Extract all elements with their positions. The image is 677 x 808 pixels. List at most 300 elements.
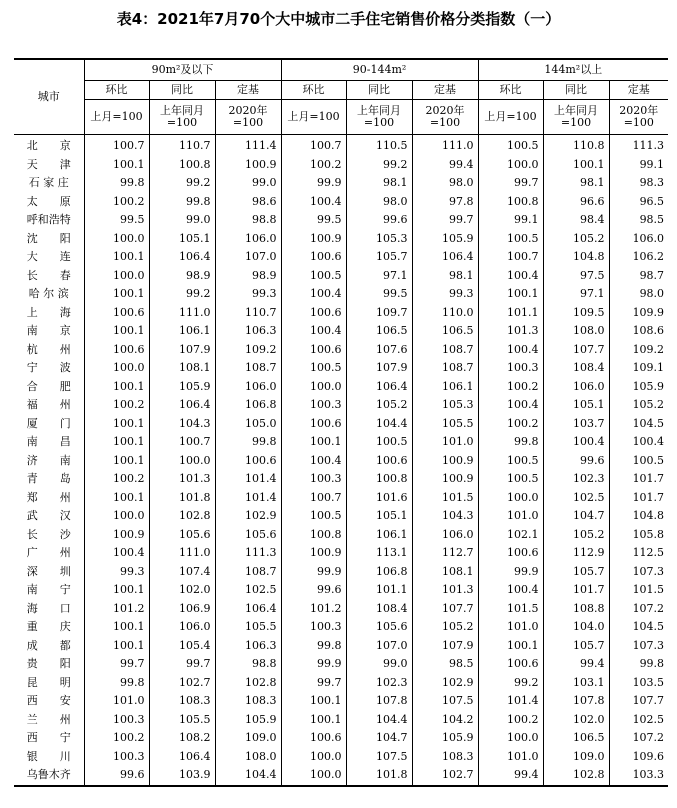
index-value-cell: 102.9 bbox=[412, 674, 478, 693]
index-value-cell: 100.0 bbox=[478, 729, 543, 748]
index-value-cell: 99.6 bbox=[543, 452, 609, 471]
base-header-last-month: 上月=100 bbox=[478, 100, 543, 135]
sub-header-fixed-base: 定基 bbox=[609, 81, 668, 100]
group-header-small: 90m²及以下 bbox=[84, 59, 281, 81]
index-value-cell: 110.0 bbox=[412, 304, 478, 323]
index-value-cell: 107.7 bbox=[543, 341, 609, 360]
index-value-cell: 101.0 bbox=[478, 618, 543, 637]
index-value-cell: 111.0 bbox=[149, 304, 215, 323]
table-row bbox=[14, 526, 668, 545]
city-name-cell: 贵 阳 bbox=[14, 655, 84, 674]
index-value-cell: 109.5 bbox=[543, 304, 609, 323]
city-name-cell: 厦 门 bbox=[14, 415, 84, 434]
table-row bbox=[14, 396, 668, 415]
index-value-cell: 107.8 bbox=[543, 692, 609, 711]
index-value-cell: 100.0 bbox=[478, 156, 543, 175]
index-value-cell: 102.7 bbox=[149, 674, 215, 693]
table-row bbox=[14, 322, 668, 341]
index-value-cell: 100.0 bbox=[84, 230, 149, 249]
index-value-cell: 99.4 bbox=[412, 156, 478, 175]
table-row bbox=[14, 248, 668, 267]
index-value-cell: 102.5 bbox=[215, 581, 281, 600]
table-title: 表4：2021年7月70个大中城市二手住宅销售价格分类指数（一） bbox=[116, 10, 561, 28]
city-name-cell: 郑 州 bbox=[14, 489, 84, 508]
index-value-cell: 101.3 bbox=[149, 470, 215, 489]
index-value-cell: 107.9 bbox=[149, 341, 215, 360]
index-value-cell: 103.5 bbox=[632, 675, 665, 689]
index-value-cell: 100.5 bbox=[632, 453, 665, 467]
index-value-cell: 101.6 bbox=[346, 489, 412, 508]
index-value-cell: 108.0 bbox=[543, 322, 609, 341]
index-value-cell: 100.6 bbox=[346, 452, 412, 471]
index-value-cell: 109.1 bbox=[632, 361, 665, 374]
index-value-cell: 102.9 bbox=[215, 507, 281, 526]
city-name-cell: 石 家 庄 bbox=[14, 174, 84, 193]
index-value-cell: 104.4 bbox=[215, 766, 281, 786]
index-value-cell: 98.0 bbox=[639, 287, 665, 300]
index-value-cell: 106.0 bbox=[215, 230, 281, 249]
index-value-cell: 100.5 bbox=[281, 267, 346, 286]
table-row bbox=[14, 452, 668, 471]
index-value-cell: 100.0 bbox=[281, 378, 346, 397]
index-value-cell: 101.0 bbox=[478, 748, 543, 767]
sub-header-mom: 环比 bbox=[478, 81, 543, 100]
index-value-cell: 103.3 bbox=[609, 766, 668, 786]
index-value-cell: 100.4 bbox=[543, 433, 609, 452]
index-value-cell: 108.7 bbox=[412, 341, 478, 360]
index-value-cell: 100.1 bbox=[84, 489, 149, 508]
index-value-cell: 102.1 bbox=[478, 526, 543, 545]
index-value-cell: 105.6 bbox=[149, 526, 215, 545]
index-value-cell: 109.7 bbox=[346, 304, 412, 323]
index-value-cell: 100.6 bbox=[478, 544, 543, 563]
table-row bbox=[14, 637, 668, 656]
index-value-cell: 108.0 bbox=[215, 748, 281, 767]
index-value-cell: 105.9 bbox=[632, 379, 665, 393]
index-value-cell: 100.4 bbox=[478, 267, 543, 286]
index-value-cell: 99.2 bbox=[478, 674, 543, 693]
index-value-cell: 112.9 bbox=[543, 544, 609, 563]
index-value-cell: 104.2 bbox=[412, 711, 478, 730]
table-row bbox=[14, 692, 668, 711]
index-value-cell: 100.2 bbox=[281, 156, 346, 175]
index-value-cell: 100.5 bbox=[478, 452, 543, 471]
index-value-cell: 98.1 bbox=[543, 174, 609, 193]
index-value-cell: 107.9 bbox=[346, 359, 412, 378]
index-value-cell: 102.0 bbox=[149, 581, 215, 600]
index-value-cell: 100.2 bbox=[84, 193, 149, 212]
index-value-cell: 99.5 bbox=[84, 211, 149, 230]
price-index-table bbox=[14, 58, 668, 787]
index-value-cell: 98.8 bbox=[215, 655, 281, 674]
index-value-cell: 100.1 bbox=[281, 433, 346, 452]
index-value-cell: 97.1 bbox=[346, 267, 412, 286]
index-value-cell: 100.9 bbox=[84, 526, 149, 545]
index-value-cell: 100.5 bbox=[478, 135, 543, 156]
index-value-cell: 103.7 bbox=[543, 415, 609, 434]
index-value-cell: 100.1 bbox=[84, 618, 149, 637]
index-value-cell: 106.1 bbox=[412, 378, 478, 397]
index-value-cell: 108.1 bbox=[149, 359, 215, 378]
table-header bbox=[14, 59, 668, 135]
city-name-cell: 杭 州 bbox=[14, 341, 84, 360]
group-header-large: 144m²以上 bbox=[478, 59, 668, 81]
index-value-cell: 108.4 bbox=[346, 600, 412, 619]
index-value-cell: 109.6 bbox=[632, 749, 665, 763]
index-value-cell: 106.3 bbox=[215, 322, 281, 341]
index-value-cell: 98.9 bbox=[215, 267, 281, 286]
base-header-2020: 2020年=100 bbox=[215, 100, 281, 135]
sub-header-fixed-base: 定基 bbox=[215, 81, 281, 100]
city-name-cell: 银 川 bbox=[14, 748, 84, 767]
index-value-cell: 105.9 bbox=[412, 729, 478, 748]
index-value-cell: 99.3 bbox=[215, 285, 281, 304]
index-value-cell: 99.0 bbox=[346, 655, 412, 674]
index-value-cell: 100.4 bbox=[478, 581, 543, 600]
city-name-cell: 西 安 bbox=[14, 692, 84, 711]
table-row bbox=[14, 267, 668, 286]
index-value-cell: 101.1 bbox=[478, 304, 543, 323]
index-value-cell: 109.9 bbox=[632, 305, 665, 319]
index-value-cell: 100.1 bbox=[478, 637, 543, 656]
index-value-cell: 105.7 bbox=[543, 637, 609, 656]
index-value-cell: 100.8 bbox=[149, 156, 215, 175]
city-name-cell: 福 州 bbox=[14, 396, 84, 415]
table-row bbox=[14, 433, 668, 452]
index-value-cell: 100.5 bbox=[281, 507, 346, 526]
index-value-cell: 104.8 bbox=[632, 509, 665, 522]
index-value-cell: 100.2 bbox=[84, 729, 149, 748]
index-value-cell: 99.9 bbox=[478, 563, 543, 582]
index-value-cell: 111.3 bbox=[215, 544, 281, 563]
index-value-cell: 101.7 bbox=[632, 490, 665, 504]
index-value-cell: 102.8 bbox=[215, 674, 281, 693]
index-value-cell: 105.5 bbox=[149, 711, 215, 730]
index-value-cell: 101.7 bbox=[543, 581, 609, 600]
index-value-cell: 108.4 bbox=[543, 359, 609, 378]
index-value-cell: 100.6 bbox=[84, 304, 149, 323]
index-value-cell: 105.1 bbox=[543, 396, 609, 415]
city-name-cell: 南 宁 bbox=[14, 581, 84, 600]
index-value-cell: 111.4 bbox=[215, 135, 281, 156]
table-row bbox=[14, 544, 668, 563]
index-value-cell: 105.1 bbox=[149, 230, 215, 249]
index-value-cell: 100.1 bbox=[478, 285, 543, 304]
index-value-cell: 112.5 bbox=[632, 546, 665, 559]
index-value-cell: 105.6 bbox=[346, 618, 412, 637]
city-name-cell: 乌鲁木齐 bbox=[14, 766, 84, 786]
index-value-cell: 101.3 bbox=[478, 322, 543, 341]
index-value-cell: 108.7 bbox=[412, 359, 478, 378]
index-value-cell: 112.7 bbox=[412, 544, 478, 563]
index-value-cell: 105.0 bbox=[215, 415, 281, 434]
index-value-cell: 100.4 bbox=[478, 396, 543, 415]
index-value-cell: 100.5 bbox=[478, 230, 543, 249]
index-value-cell: 107.0 bbox=[346, 637, 412, 656]
index-value-cell: 98.4 bbox=[543, 211, 609, 230]
index-value-cell: 102.5 bbox=[632, 712, 665, 726]
index-value-cell: 100.2 bbox=[478, 711, 543, 730]
index-value-cell: 100.7 bbox=[478, 248, 543, 267]
sub-header-mom: 环比 bbox=[281, 81, 346, 100]
index-value-cell: 100.6 bbox=[281, 341, 346, 360]
index-value-cell: 98.8 bbox=[215, 211, 281, 230]
base-header-2020: 2020年=100 bbox=[412, 100, 478, 135]
sub-header-yoy: 同比 bbox=[346, 81, 412, 100]
index-value-cell: 100.6 bbox=[281, 248, 346, 267]
index-value-cell: 107.9 bbox=[412, 637, 478, 656]
table-row bbox=[14, 729, 668, 748]
index-value-cell: 102.7 bbox=[412, 766, 478, 786]
index-value-cell: 99.3 bbox=[412, 285, 478, 304]
index-value-cell: 106.0 bbox=[632, 231, 665, 245]
base-header-2020: 2020年=100 bbox=[609, 100, 668, 135]
index-value-cell: 107.0 bbox=[215, 248, 281, 267]
index-value-cell: 99.2 bbox=[346, 156, 412, 175]
index-value-cell: 110.8 bbox=[543, 135, 609, 156]
index-value-cell: 105.9 bbox=[149, 378, 215, 397]
city-name-cell: 成 都 bbox=[14, 637, 84, 656]
index-value-cell: 101.5 bbox=[412, 489, 478, 508]
index-value-cell: 98.3 bbox=[639, 176, 665, 189]
index-value-cell: 99.8 bbox=[149, 193, 215, 212]
index-value-cell: 100.1 bbox=[543, 156, 609, 175]
city-name-cell: 北 京 bbox=[14, 135, 84, 156]
base-header-last-year-month: 上年同月=100 bbox=[543, 100, 609, 135]
index-value-cell: 101.8 bbox=[346, 766, 412, 786]
index-value-cell: 111.0 bbox=[412, 135, 478, 156]
index-value-cell: 98.1 bbox=[412, 267, 478, 286]
index-value-cell: 107.2 bbox=[632, 601, 665, 615]
index-value-cell: 106.1 bbox=[346, 526, 412, 545]
index-value-cell: 98.6 bbox=[215, 193, 281, 212]
city-name-cell: 太 原 bbox=[14, 193, 84, 212]
index-value-cell: 101.3 bbox=[412, 581, 478, 600]
city-name-cell: 海 口 bbox=[14, 600, 84, 619]
index-value-cell: 111.0 bbox=[149, 544, 215, 563]
index-value-cell: 100.5 bbox=[346, 433, 412, 452]
index-value-cell: 98.0 bbox=[412, 174, 478, 193]
table-row bbox=[14, 378, 668, 397]
index-value-cell: 105.2 bbox=[412, 618, 478, 637]
table-row bbox=[14, 211, 668, 230]
index-value-cell: 101.0 bbox=[84, 692, 149, 711]
index-value-cell: 100.0 bbox=[281, 748, 346, 767]
index-value-cell: 108.7 bbox=[215, 563, 281, 582]
index-value-cell: 104.5 bbox=[632, 620, 665, 633]
index-value-cell: 111.3 bbox=[632, 139, 665, 152]
index-value-cell: 105.2 bbox=[632, 398, 665, 411]
index-value-cell: 100.7 bbox=[149, 433, 215, 452]
index-value-cell: 113.1 bbox=[346, 544, 412, 563]
index-value-cell: 96.6 bbox=[543, 193, 609, 212]
index-value-cell: 100.3 bbox=[281, 396, 346, 415]
index-value-cell: 106.5 bbox=[346, 322, 412, 341]
index-value-cell: 104.4 bbox=[346, 415, 412, 434]
index-value-cell: 98.5 bbox=[639, 213, 665, 226]
index-value-cell: 100.2 bbox=[84, 470, 149, 489]
city-name-cell: 哈 尔 滨 bbox=[14, 285, 84, 304]
table-row bbox=[14, 711, 668, 730]
index-value-cell: 108.3 bbox=[215, 692, 281, 711]
index-value-cell: 100.0 bbox=[478, 489, 543, 508]
base-header-last-month: 上月=100 bbox=[281, 100, 346, 135]
index-value-cell: 98.7 bbox=[639, 268, 665, 282]
city-name-cell: 上 海 bbox=[14, 304, 84, 323]
table-row bbox=[14, 341, 668, 360]
sub-header-yoy: 同比 bbox=[543, 81, 609, 100]
city-name-cell: 西 宁 bbox=[14, 729, 84, 748]
index-value-cell: 104.4 bbox=[346, 711, 412, 730]
index-value-cell: 99.9 bbox=[281, 563, 346, 582]
index-value-cell: 99.9 bbox=[281, 174, 346, 193]
index-value-cell: 100.4 bbox=[632, 435, 665, 448]
city-column-header: 城市 bbox=[14, 59, 84, 135]
index-value-cell: 101.1 bbox=[346, 581, 412, 600]
index-value-cell: 101.4 bbox=[215, 489, 281, 508]
index-value-cell: 106.4 bbox=[215, 600, 281, 619]
index-value-cell: 99.2 bbox=[149, 285, 215, 304]
index-value-cell: 107.7 bbox=[412, 600, 478, 619]
group-header-medium: 90-144m² bbox=[281, 59, 478, 81]
index-value-cell: 104.3 bbox=[412, 507, 478, 526]
index-value-cell: 100.5 bbox=[281, 359, 346, 378]
index-value-cell: 99.5 bbox=[346, 285, 412, 304]
index-value-cell: 108.7 bbox=[215, 359, 281, 378]
index-value-cell: 105.9 bbox=[412, 230, 478, 249]
index-value-cell: 104.0 bbox=[543, 618, 609, 637]
table-row bbox=[14, 507, 668, 526]
index-value-cell: 105.3 bbox=[412, 396, 478, 415]
index-value-cell: 100.3 bbox=[84, 711, 149, 730]
sub-header-mom: 环比 bbox=[84, 81, 149, 100]
index-value-cell: 110.7 bbox=[215, 304, 281, 323]
index-value-cell: 105.4 bbox=[149, 637, 215, 656]
index-value-cell: 109.2 bbox=[632, 342, 665, 356]
index-value-cell: 108.3 bbox=[149, 692, 215, 711]
index-value-cell: 107.3 bbox=[632, 638, 665, 652]
index-value-cell: 100.4 bbox=[281, 285, 346, 304]
index-value-cell: 100.1 bbox=[84, 433, 149, 452]
index-value-cell: 108.8 bbox=[543, 600, 609, 619]
index-value-cell: 100.3 bbox=[281, 618, 346, 637]
index-value-cell: 106.1 bbox=[149, 322, 215, 341]
base-header-last-year-month: 上年同月=100 bbox=[149, 100, 215, 135]
table-row bbox=[14, 748, 668, 767]
index-value-cell: 100.6 bbox=[281, 729, 346, 748]
index-value-cell: 105.8 bbox=[632, 527, 665, 541]
index-value-cell: 99.8 bbox=[639, 657, 665, 670]
index-value-cell: 103.9 bbox=[149, 766, 215, 786]
index-value-cell: 104.7 bbox=[543, 507, 609, 526]
index-value-cell: 100.1 bbox=[84, 248, 149, 267]
index-value-cell: 100.7 bbox=[84, 135, 149, 156]
index-value-cell: 100.2 bbox=[84, 396, 149, 415]
city-name-cell: 济 南 bbox=[14, 452, 84, 471]
city-name-cell: 大 连 bbox=[14, 248, 84, 267]
table-row bbox=[14, 359, 668, 378]
index-value-cell: 102.8 bbox=[543, 766, 609, 786]
index-value-cell: 100.1 bbox=[84, 637, 149, 656]
base-header-last-month: 上月=100 bbox=[84, 100, 149, 135]
index-value-cell: 97.5 bbox=[543, 267, 609, 286]
index-value-cell: 106.0 bbox=[543, 378, 609, 397]
index-value-cell: 100.7 bbox=[281, 489, 346, 508]
index-value-cell: 100.5 bbox=[478, 470, 543, 489]
index-value-cell: 105.2 bbox=[543, 526, 609, 545]
table-row bbox=[14, 600, 668, 619]
city-name-cell: 合 肥 bbox=[14, 378, 84, 397]
index-value-cell: 102.3 bbox=[543, 470, 609, 489]
index-value-cell: 100.1 bbox=[84, 156, 149, 175]
table-row bbox=[14, 489, 668, 508]
index-value-cell: 101.8 bbox=[149, 489, 215, 508]
table-row bbox=[14, 674, 668, 693]
table-row bbox=[14, 581, 668, 600]
city-name-cell: 南 京 bbox=[14, 322, 84, 341]
table-body bbox=[14, 135, 668, 786]
index-value-cell: 109.0 bbox=[215, 729, 281, 748]
city-name-cell: 长 沙 bbox=[14, 526, 84, 545]
index-value-cell: 107.6 bbox=[346, 341, 412, 360]
index-value-cell: 100.7 bbox=[281, 135, 346, 156]
index-value-cell: 107.8 bbox=[346, 692, 412, 711]
index-value-cell: 108.3 bbox=[412, 748, 478, 767]
index-value-cell: 99.7 bbox=[84, 655, 149, 674]
index-value-cell: 98.1 bbox=[346, 174, 412, 193]
city-name-cell: 深 圳 bbox=[14, 563, 84, 582]
index-value-cell: 100.0 bbox=[84, 359, 149, 378]
table-row bbox=[14, 766, 668, 786]
city-name-cell: 沈 阳 bbox=[14, 230, 84, 249]
index-value-cell: 99.8 bbox=[215, 433, 281, 452]
index-value-cell: 106.4 bbox=[149, 748, 215, 767]
index-value-cell: 110.5 bbox=[346, 135, 412, 156]
index-value-cell: 99.2 bbox=[149, 174, 215, 193]
index-value-cell: 104.7 bbox=[346, 729, 412, 748]
index-value-cell: 106.0 bbox=[215, 378, 281, 397]
index-value-cell: 106.3 bbox=[215, 637, 281, 656]
index-value-cell: 102.0 bbox=[543, 711, 609, 730]
index-value-cell: 106.4 bbox=[412, 248, 478, 267]
index-value-cell: 107.4 bbox=[149, 563, 215, 582]
city-name-cell: 兰 州 bbox=[14, 711, 84, 730]
index-value-cell: 105.5 bbox=[215, 618, 281, 637]
index-value-cell: 101.2 bbox=[281, 600, 346, 619]
index-value-cell: 100.1 bbox=[84, 581, 149, 600]
index-value-cell: 99.3 bbox=[84, 563, 149, 582]
city-name-cell: 广 州 bbox=[14, 544, 84, 563]
table-row bbox=[14, 304, 668, 323]
table-row bbox=[14, 174, 668, 193]
index-value-cell: 100.6 bbox=[281, 304, 346, 323]
city-name-cell: 长 春 bbox=[14, 267, 84, 286]
index-value-cell: 104.8 bbox=[543, 248, 609, 267]
index-value-cell: 100.4 bbox=[281, 322, 346, 341]
sub-header-yoy: 同比 bbox=[149, 81, 215, 100]
index-value-cell: 100.0 bbox=[149, 452, 215, 471]
index-value-cell: 107.5 bbox=[346, 748, 412, 767]
index-value-cell: 109.2 bbox=[215, 341, 281, 360]
table-row bbox=[14, 285, 668, 304]
index-value-cell: 100.9 bbox=[412, 470, 478, 489]
index-value-cell: 101.4 bbox=[478, 692, 543, 711]
index-value-cell: 106.9 bbox=[149, 600, 215, 619]
table-row bbox=[14, 415, 668, 434]
index-value-cell: 100.3 bbox=[281, 470, 346, 489]
index-value-cell: 106.8 bbox=[346, 563, 412, 582]
city-name-cell: 武 汉 bbox=[14, 507, 84, 526]
